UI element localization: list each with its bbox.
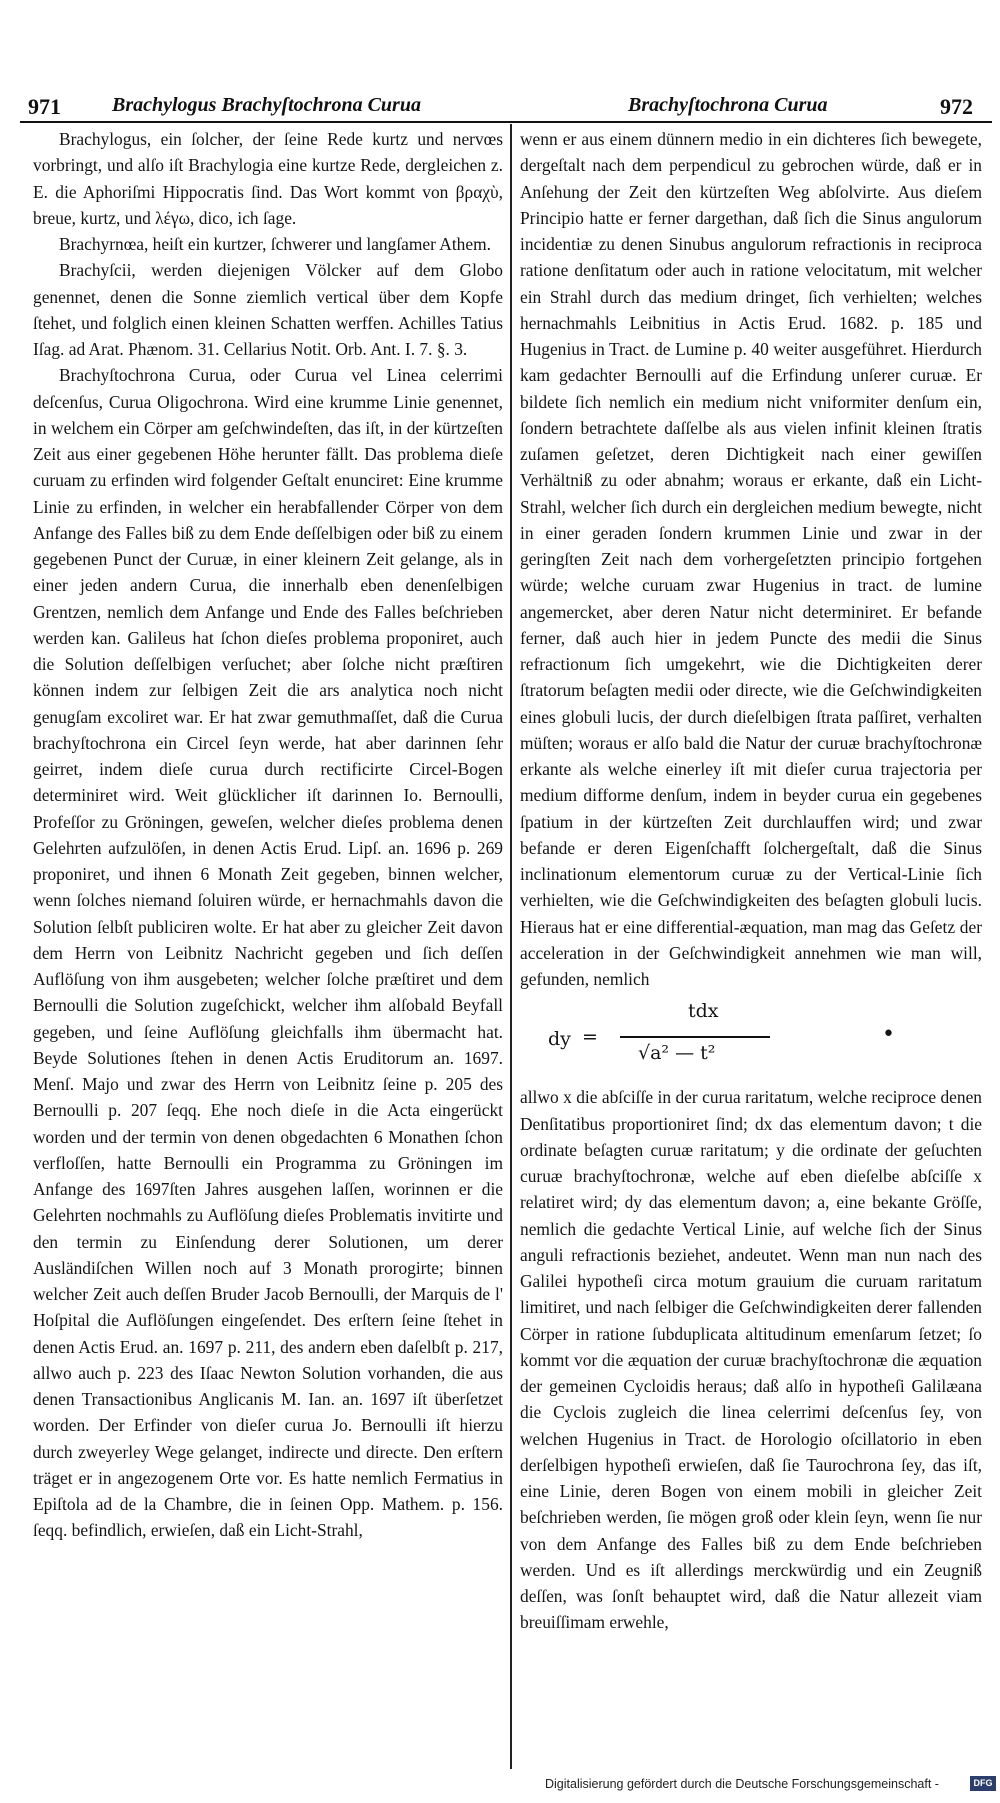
right-text-before-formula: wenn er aus einem dünnern medio in ein dichteres ſich bewegete, dergeſtalt nach dem perpendicul zu gebrochen würde, daß er in Anſehung der Zeit den kürtzeſten Weg abſolvirte. Aus dieſem Principio hatte er ferner dargethan, daß ſich die Sinus angulorum incidentiæ zu denen Sinubus angulorum refractionis in reciproca ratione denſitatum oder auch in ratione velocitatum, mit welcher ein Strahl durch das medium dringet, ſich verhielten; welches hernachmahls Leibnitius in Actis Erud. 1682. p. 185 und Hugenius in Tract. de Lumine p. 40 weiter ausgeführet. Hierdurch kam gedachter Bernoulli auf die Erfindung unſerer curuæ. Er bildete ſich nemlich ein medium nicht vniformiter denſum ein, ſondern betrachtete daſſelbe als aus vielen infinit kleinen ſtratis zuſamen geſetzet, deren Dichtigkeit nach einer gewiſſen Verhältniß zu oder abnahm; woraus er erkante, daß ein Licht-Strahl, welcher ſich durch ein dergleichen medium bewegte, nicht in einer geraden ſondern krummen Linie und zwar in der geringſten Zeit nach dem vorhergeſetzten principio fortgehen würde; welche curuam zwar Hugenius in tract. de lumine angemercket, aber deren Natur nicht determiniret. Er befande ferner, daß auch hier in jedem Puncte des medii die Sinus refractionum ſich umgekehrt, wie die Dichtigkeiten derer ſtratorum beſagten medii oder directe, wie die Geſchwindigkeiten eines globuli lucis, der durch dieſelbigen ſtrata paſſiret, verhalten müſten; woraus er alſo bald die Natur der curuæ brachyſtochronæ erkante als welche einerley iſt mit dieſer curua trajectoria per medium difforme denſum, indem in beyder curua ein gegebenes ſpatium in der kürtzeſten Zeit durchlauffen wird; und zwar befande er deren Eigenſchafft ſolchergeſtalt, daß die Sinus inclinationum elementorum curuæ zu der Vertical-Linie ſich verhielten, wie die Geſchwindigkeiten des beſagten globuli lucis. Hieraus hat er eine differential-æquation, man mag das Geſetz der acceleration in der Geſchwindigkeit annehmen wie man will, gefunden, nemlich: [520, 129, 982, 989]
right-running-title: Brachyſtochrona Curua: [628, 94, 828, 116]
running-header: [0, 88, 1000, 124]
fraction-bar: [620, 1036, 770, 1038]
entry-brachyscii: Brachyſcii, werden diejenigen Völcker auf dem Globo genennet, denen die Sonne ziemlich vertical über dem Kopfe ſtehet, und folglich einen kleinen Schatten werffen. Achilles Tatius Iſag. ad Arat. Phænom. 31. Cellarius Notit. Orb. Ant. I. 7. §. 3.: [33, 260, 503, 359]
differential-equation: [520, 996, 982, 1080]
right-text-after-formula: allwo x die abſciſſe in der curua raritatum, welche reciproce denen Denſitatibus proportioniret ſind; dx das elementum davon; t die ordinate beſagten curuæ raritatum; y die ordinate der geſuchten curuæ brachyſtochronæ, welche auf eben dieſelbe abſciſſe x relatiret wird; dy das elementum davon; a, eine bekante Gröſſe, nemlich die gedachte Vertical Linie, auf welche ſich der Sinus anguli refractionis beziehet, andeutet. Wenn man nun nach des Galilei hypotheſi circa motum grauium die curuam raritatum limitiret, und nach ſelbiger die Geſchwindigkeiten derer fallenden Cörper in ratione ſubduplicata altitudinum emenſarum ſetzet; ſo kommt vor die æquation der curuæ brachyſtochronæ die æquation der gemeinen Cycloidis heraus; daß alſo in hypotheſi Galilæana die Cyclois zugleich die linea celerrimi deſcenſus ſey, von welchen Hugenius in Tract. de Horologio oſcillatorio in eben derſelbigen hypotheſi erwieſen, daß ſie Taurochrona ſey, das iſt, eine Linie, deren Bogen von einem mobili in gleicher Zeit beſchrieben werden, ſie mögen groß oder klein ſeyn, wenn ſie nur von dem Anfange des Falles biß zu dem Ende beſchrieben werden. Und es iſt allerdings merckwürdig und ein Zeugniß deſſen, was ſonſt behauptet wird, daß die Natur allezeit viam breuiſſimam erwehle,: [520, 1087, 982, 1633]
left-column: [33, 126, 503, 1544]
right-column: [520, 126, 982, 1636]
formula-numerator: tdx: [688, 1000, 719, 1023]
dfg-logo: DFG: [970, 1776, 996, 1791]
formula-trailing-mark: •: [882, 1022, 895, 1048]
digitization-credit: Digitalisierung gefördert durch die Deutsche Forschungsgemeinschaft -: [545, 1777, 939, 1791]
entry-brachylogus: Brachylogus, ein ſolcher, der ſeine Rede kurtz und nervœs vorbringt, und alſo iſt Brachylogia eine kurtze Rede, dergleichen z. E. die Aphoriſmi Hippocratis ſind. Das Wort kommt von βραχὺ, breue, kurtz, und λέγω, dico, ich ſage.: [33, 129, 503, 228]
left-page-number: 971: [28, 94, 61, 119]
formula-equals: =: [582, 1026, 598, 1049]
formula-lhs: dy: [548, 1028, 571, 1051]
entry-brachyrnoea: Brachyrnœa, heiſt ein kurtzer, ſchwerer und langſamer Athem.: [59, 234, 491, 254]
left-running-title: Brachylogus Brachyſtochrona Curua: [112, 94, 421, 116]
formula-denominator: √a² — t²: [638, 1042, 716, 1065]
entry-brachystochrona: Brachyſtochrona Curua, oder Curua vel Linea celerrimi deſcenſus, Curua Oligochrona. Wird eine krumme Linie genennet, in welchem ein Cörper am geſchwindeſten, das iſt, in der kürtzeſten Zeit aus einer gegebenen Höhe herunter fällt. Das problema dieſe curuam zu erfinden wird folgender Geſtalt enunciret: Eine krumme Linie zu erfinden, in welcher ein herabfallender Cörper von dem Anfange des Falles biß zu dem Ende deſſelbigen oder biß zu einem gegebenen Punct der Curuæ, in einer kleinern Zeit gelange, als in einer jeden andern Curua, die innerhalb eben denenſelbigen Grentzen, nemlich dem Anfange und Ende des Falles beſchrieben werden kan. Galileus hat ſchon dieſes problema proponiret, auch die Solution deſſelbigen verſuchet; aber ſolche nicht præſtiren können indem zur ſelbigen Zeit die ars analytica noch nicht genugſam excoliret war. Er hat zwar gemuthmaſſet, daß die Curua brachyſtochrona ein Circel ſeyn werde, hat aber darinnen ſehr geirret, indem dieſe curua durch rectificirte Circel-Bogen determiniret wird. Weit glücklicher iſt darinnen Io. Bernoulli, Profeſſor zu Gröningen, geweſen, welcher dieſes problema denen Gelehrten aufzulöſen, in denen Actis Erud. Lipſ. an. 1696 p. 269 proponiret, und ihnen 6 Monath Zeit gegeben, binnen welcher, wenn ſolches niemand ſoluiren würde, er hernachmahls davon die Solution ſelbſt publiciren wolte. Er hat aber zu gleicher Zeit davon dem Herrn von Leibnitz Nachricht gegeben und ſich deſſen Auflöſung von ihm ausgebeten; welcher ſolche præſtiret und dem Bernoulli die Solution zugeſchickt, welcher ihm alſobald Beyfall gegeben, und ſeine Auflöſung gleichfalls ihm übermacht hat. Beyde Solutiones ſtehen in denen Actis Eruditorum an. 1697. Menſ. Majo und zwar des Herrn von Leibnitz ſeine p. 205 des Bernoulli p. 207 ſeqq. Ehe noch dieſe in die Acta eingerückt worden und der termin von denen obgedachten 6 Monathen ſchon verfloſſen, hatte Bernoulli ein Programma zu Gröningen im Anfange des 1697ſten Jahres ausgehen laſſen, worinnen er die Gelehrten nochmahls zu Auflöſung dieſes Problematis invitirte und den termin zu Einſendung derer Solutionen, um derer Ausländiſchen Willen noch auf 3 Monath prorogirte; binnen welcher Zeit auch deſſen Bruder Jacob Bernoulli, der Marquis de l' Hoſpital die Auflöſungen eingeſendet. Des erſtern ſeine ſtehet in denen Actis Erud. an. 1697 p. 211, des andern eben daſelbſt p. 217, allwo auch p. 223 des Iſaac Newton Solution vorhanden, die aus denen Transactionibus Anglicanis M. Ian. an. 1697 iſt überſetzet worden. Der Erfinder von dieſer curua Jo. Bernoulli iſt hierzu durch zweyerley Wege gelanget, indirecte und directe. Den erſtern träget er in angezogenem Orte vor. Es hatte nemlich Fermatius in Epiſtola ad de la Chambre, die in ſeinen Opp. Mathem. p. 156. ſeqq. befindlich, erwieſen, daß ein Licht-Strahl,: [33, 365, 503, 1541]
header-rule: [20, 121, 992, 123]
right-page-number: 972: [940, 94, 973, 119]
column-divider: [510, 124, 512, 1769]
